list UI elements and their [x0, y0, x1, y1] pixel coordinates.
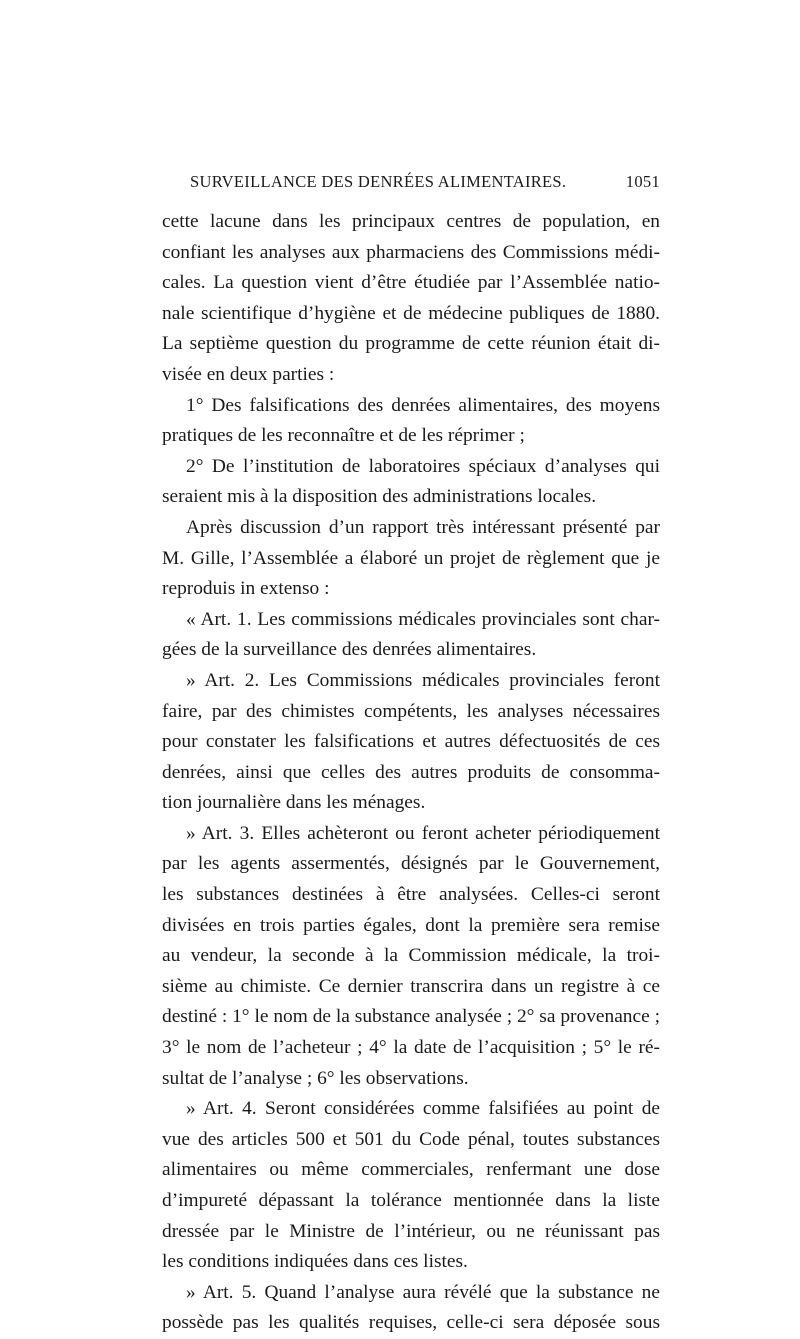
text-line: » Art. 5. Quand l’analyse aura révélé que la substance ne [186, 1281, 660, 1303]
page-number: 1051 [625, 172, 660, 191]
text-line: sultat de l’analyse ; 6° les observations. [162, 1067, 469, 1089]
text-line: cette lacune dans les principaux centres de population, en [162, 211, 660, 232]
text-line: tion journalière dans les ménages. [162, 792, 426, 814]
text-line: divisées en trois parties égales, dont la première sera remise [162, 914, 660, 936]
text-line: 2° De l’institution de laboratoires spéciaux d’analyses qui [186, 455, 660, 477]
text-line: les conditions indiquées dans ces listes. [162, 1251, 468, 1273]
text-line: reproduis in extenso : [162, 578, 330, 600]
text-line: par les agents assermentés, désignés par le Gouvernement, [162, 853, 660, 875]
text-line: faire, par des chimistes compétents, les analyses nécessaires [162, 700, 660, 722]
text-line: les substances destinées à être analysées. Celles-ci seront [162, 884, 660, 906]
page-header [162, 172, 660, 200]
text-line: 3° le nom de l’acheteur ; 4° la date de l’acquisition ; 5° le ré- [162, 1037, 660, 1059]
text-line: sième au chimiste. Ce dernier transcrira dans un registre à ce [162, 975, 660, 997]
text-line: cales. La question vient d’être étudiée par l’Assemblée natio- [162, 272, 660, 294]
text-line: M. Gille, l’Assemblée a élaboré un projet de règlement que je [162, 547, 660, 569]
body-text [162, 207, 660, 1339]
text-line: » Art. 4. Seront considérées comme falsifiées au point de [186, 1098, 660, 1120]
text-line: Après discussion d’un rapport très intéressant présenté par [186, 516, 660, 538]
text-line: vue des articles 500 et 501 du Code pénal, toutes substances [162, 1128, 660, 1150]
text-line: nale scientifique d’hygiène et de médecine publiques de 1880. [162, 302, 660, 324]
text-line: d’impureté dépassant la tolérance mentionnée dans la liste [162, 1190, 660, 1211]
text-line: 1° Des falsifications des denrées alimentaires, des moyens [186, 394, 660, 416]
text-line: seraient mis à la disposition des administrations locales. [162, 486, 597, 508]
text-line: » Art. 3. Elles achèteront ou feront acheter périodiquement [186, 822, 660, 844]
text-line: destiné : 1° le nom de la substance analysée ; 2° sa provenance ; [162, 1006, 660, 1028]
text-line: confiant les analyses aux pharmaciens des Commissions médi- [162, 241, 660, 263]
text-line: pratiques de les reconnaître et de les réprimer ; [162, 425, 525, 447]
running-title: SURVEILLANCE DES DENRÉES ALIMENTAIRES. [190, 172, 567, 191]
text-line: gées de la surveillance des denrées alimentaires. [162, 639, 537, 661]
text-line: dressée par le Ministre de l’intérieur, ou ne réunissant pas [162, 1220, 660, 1242]
text-line: possède pas les qualités requises, celle-ci sera déposée sous [162, 1312, 660, 1334]
text-line: au vendeur, la seconde à la Commission médicale, la troi- [162, 945, 660, 967]
text-line: La septième question du programme de cette réunion était di- [162, 333, 660, 355]
text-line: pour constater les falsifications et autres défectuosités de ces [162, 731, 660, 753]
text-line: « Art. 1. Les commissions médicales provinciales sont char- [186, 608, 660, 630]
text-line: visée en deux parties : [162, 363, 335, 385]
text-line: denrées, ainsi que celles des autres produits de consomma- [162, 761, 660, 783]
text-line: » Art. 2. Les Commissions médicales provinciales feront [186, 669, 660, 691]
text-line: alimentaires ou même commerciales, renfermant une dose [162, 1159, 660, 1181]
